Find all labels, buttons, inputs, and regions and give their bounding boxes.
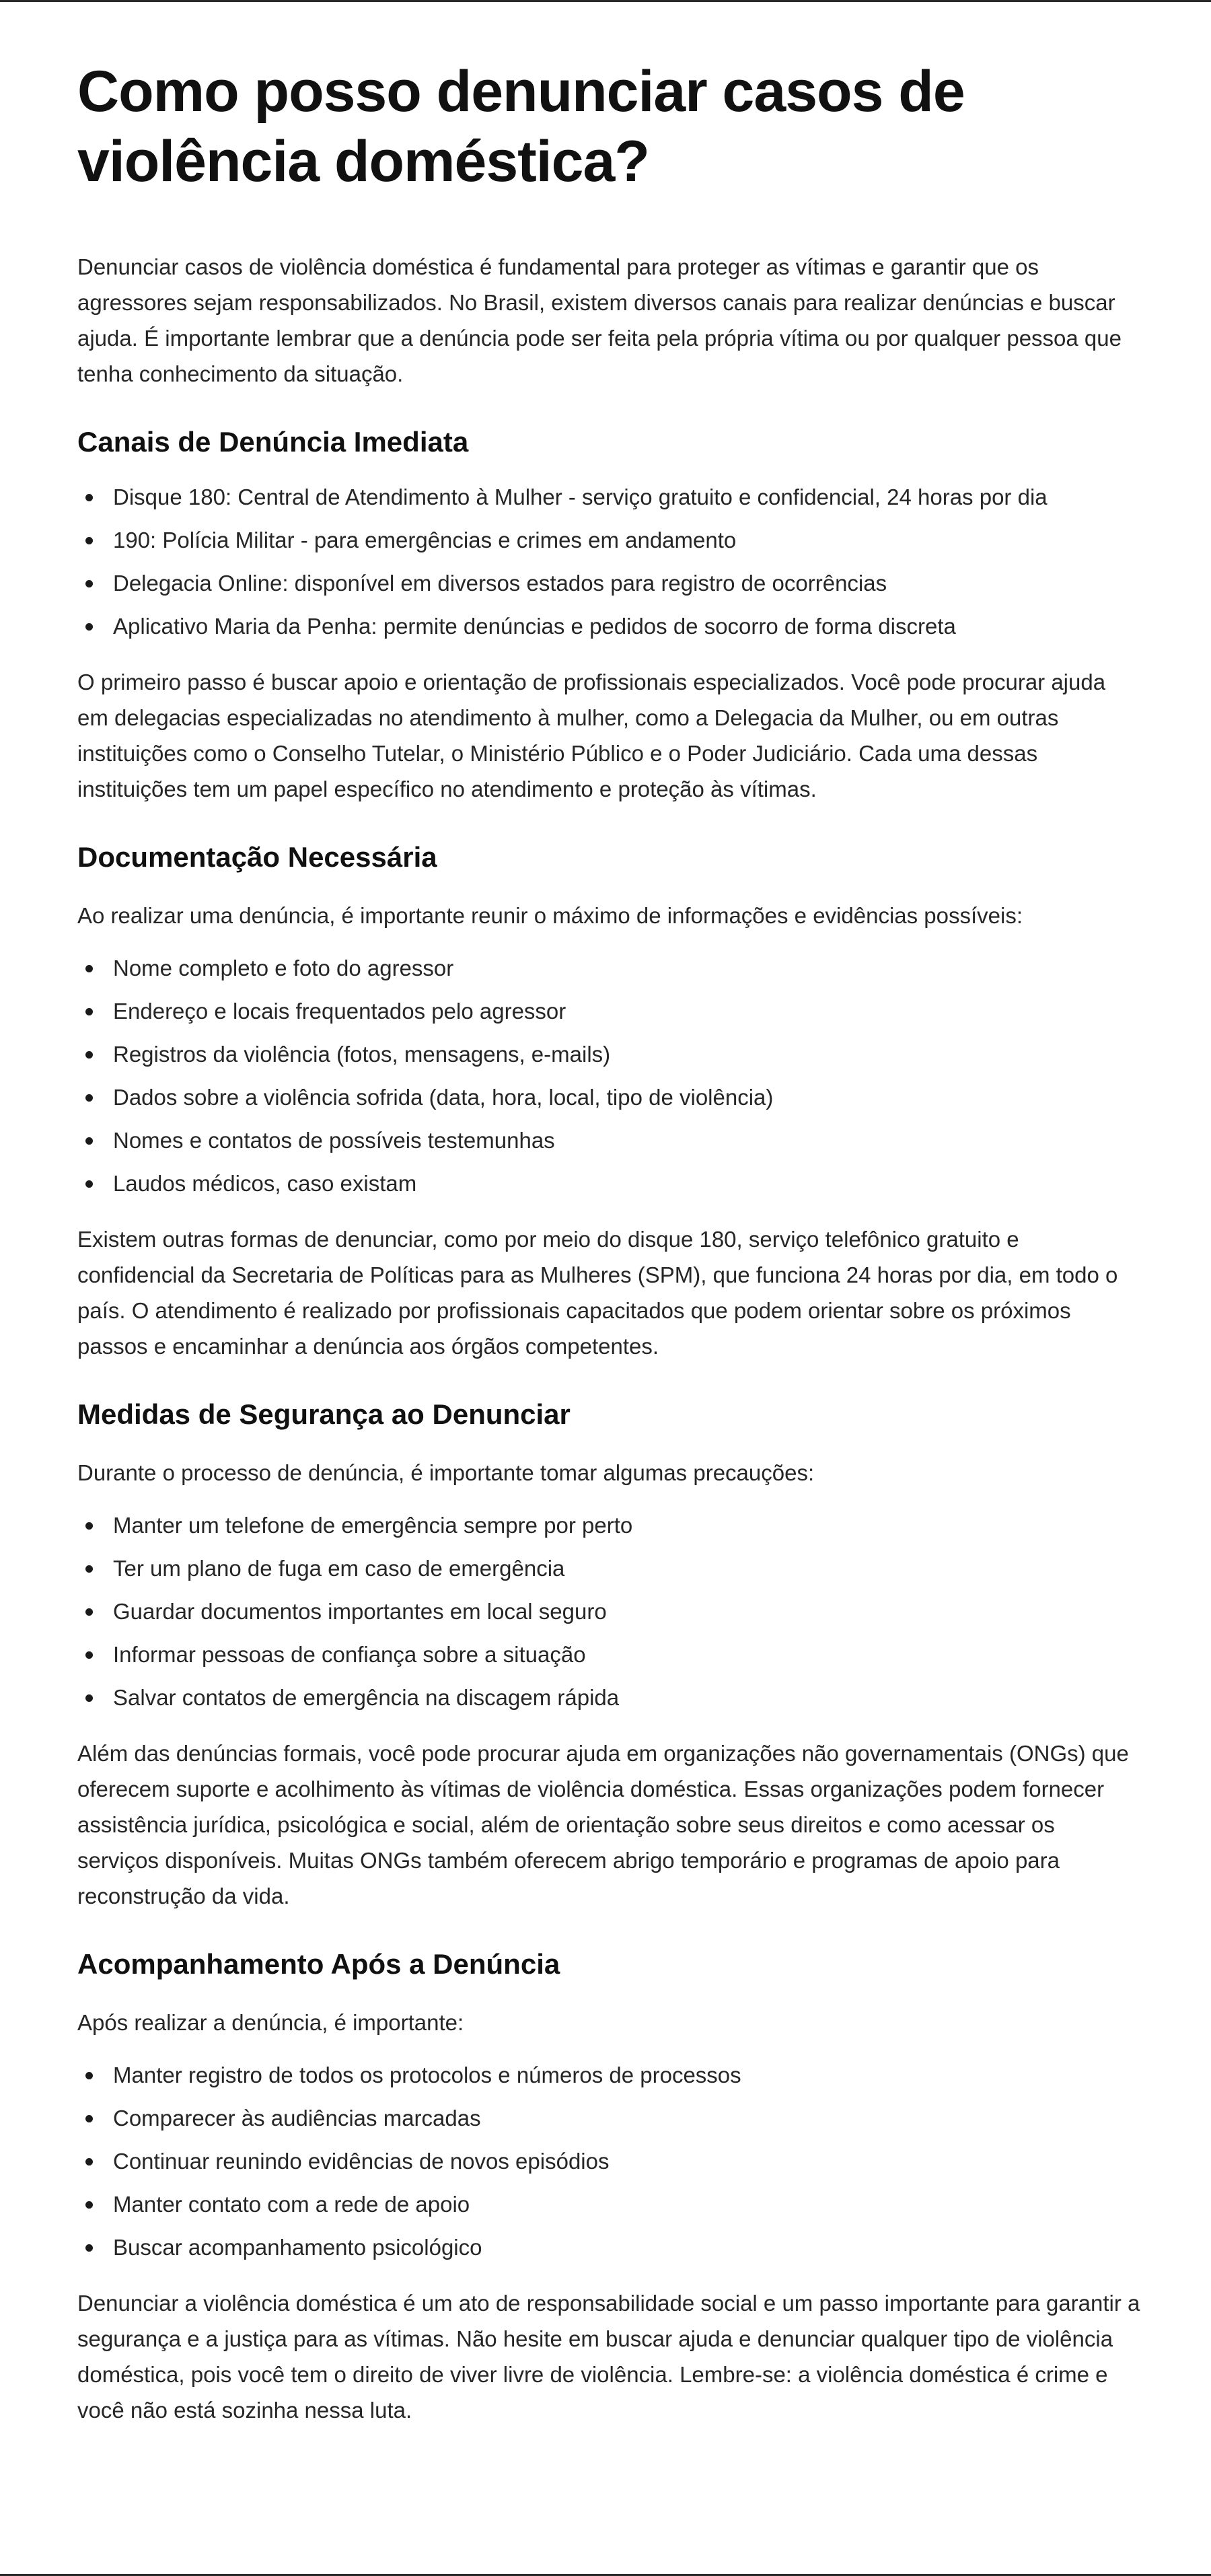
seguranca-lead: Durante o processo de denúncia, é importante tomar algumas precauções: — [77, 1460, 815, 1485]
article — [77, 57, 1140, 2428]
documentacao-list — [77, 947, 1140, 1205]
list-item: Delegacia Online: disponível em diversos estados para registro de ocorrências — [77, 562, 1140, 605]
list-item: Comparecer às audiências marcadas — [77, 2097, 1140, 2140]
section-heading-documentacao: Documentação Necessária — [77, 841, 437, 873]
section-heading-acompanhamento: Acompanhamento Após a Denúncia — [77, 1948, 560, 1980]
acompanhamento-lead: Após realizar a denúncia, é importante: — [77, 2010, 464, 2035]
list-item: Manter registro de todos os protocolos e números de processos — [77, 2054, 1140, 2097]
acompanhamento-list — [77, 2054, 1140, 2269]
list-item: Guardar documentos importantes em local seguro — [77, 1590, 1140, 1633]
page-title: Como posso denunciar casos de violência doméstica? — [77, 59, 965, 194]
closing-paragraph: Denunciar a violência doméstica é um ato de responsabilidade social e um passo importante para garantir a segurança e a justiça para as vítimas. Não hesite em buscar ajuda e denunciar qualquer tipo de violência doméstica, pois você tem o direito de viver livre de violência. Lembre-se: a violência doméstica é crime e você não está sozinha nessa luta. — [77, 2291, 1140, 2423]
list-item: Continuar reunindo evidências de novos episódios — [77, 2140, 1140, 2183]
list-item: Manter um telefone de emergência sempre por perto — [77, 1504, 1140, 1547]
list-item: Nomes e contatos de possíveis testemunhas — [77, 1119, 1140, 1162]
list-item: Disque 180: Central de Atendimento à Mulher - serviço gratuito e confidencial, 24 horas por dia — [77, 476, 1140, 519]
intro-paragraph: Denunciar casos de violência doméstica é fundamental para proteger as vítimas e garantir que os agressores sejam responsabilizados. No Brasil, existem diversos canais para realizar denúncias e buscar ajuda. É importante lembrar que a denúncia pode ser feita pela própria vítima ou por qualquer pessoa que tenha conhecimento da situação. — [77, 254, 1122, 386]
canais-paragraph: O primeiro passo é buscar apoio e orientação de profissionais especializados. Você pode procurar ajuda em delegacias especializadas no atendimento à mulher, como a Delegacia da Mulher, ou em outras instituições como o Conselho Tutelar, o Ministério Público e o Poder Judiciário. Cada uma dessas instituições tem um papel específico no atendimento e proteção às vítimas. — [77, 670, 1106, 801]
list-item: Ter um plano de fuga em caso de emergência — [77, 1547, 1140, 1590]
list-item: Salvar contatos de emergência na discagem rápida — [77, 1676, 1140, 1719]
seguranca-list — [77, 1504, 1140, 1719]
seguranca-paragraph: Além das denúncias formais, você pode procurar ajuda em organizações não governamentais (ONGs) que oferecem suporte e acolhimento às vítimas de violência doméstica. Essas organizações podem fornecer assistência jurídica, psicológica e social, além de orientação sobre seus direitos e como acessar os serviços disponíveis. Muitas ONGs também oferecem abrigo temporário e programas de apoio para reconstrução da vida. — [77, 1741, 1129, 1908]
top-divider — [0, 0, 1211, 2]
list-item: Dados sobre a violência sofrida (data, hora, local, tipo de violência) — [77, 1076, 1140, 1119]
list-item: Laudos médicos, caso existam — [77, 1162, 1140, 1205]
list-item: Registros da violência (fotos, mensagens, e-mails) — [77, 1033, 1140, 1076]
list-item: 190: Polícia Militar - para emergências e crimes em andamento — [77, 519, 1140, 562]
documentacao-paragraph: Existem outras formas de denunciar, como por meio do disque 180, serviço telefônico gratuito e confidencial da Secretaria de Políticas para as Mulheres (SPM), que funciona 24 horas por dia, em todo o país. O atendimento é realizado por profissionais capacitados que podem orientar sobre os próximos passos e encaminhar a denúncia aos órgãos competentes. — [77, 1227, 1118, 1359]
documentacao-lead: Ao realizar uma denúncia, é importante reunir o máximo de informações e evidências possíveis: — [77, 903, 1023, 928]
list-item: Manter contato com a rede de apoio — [77, 2183, 1140, 2226]
list-item: Nome completo e foto do agressor — [77, 947, 1140, 990]
list-item: Aplicativo Maria da Penha: permite denúncias e pedidos de socorro de forma discreta — [77, 605, 1140, 648]
list-item: Informar pessoas de confiança sobre a situação — [77, 1633, 1140, 1676]
list-item: Buscar acompanhamento psicológico — [77, 2226, 1140, 2269]
list-item: Endereço e locais frequentados pelo agressor — [77, 990, 1140, 1033]
canais-list — [77, 476, 1140, 648]
section-heading-canais: Canais de Denúncia Imediata — [77, 426, 469, 458]
section-heading-seguranca: Medidas de Segurança ao Denunciar — [77, 1398, 571, 1430]
